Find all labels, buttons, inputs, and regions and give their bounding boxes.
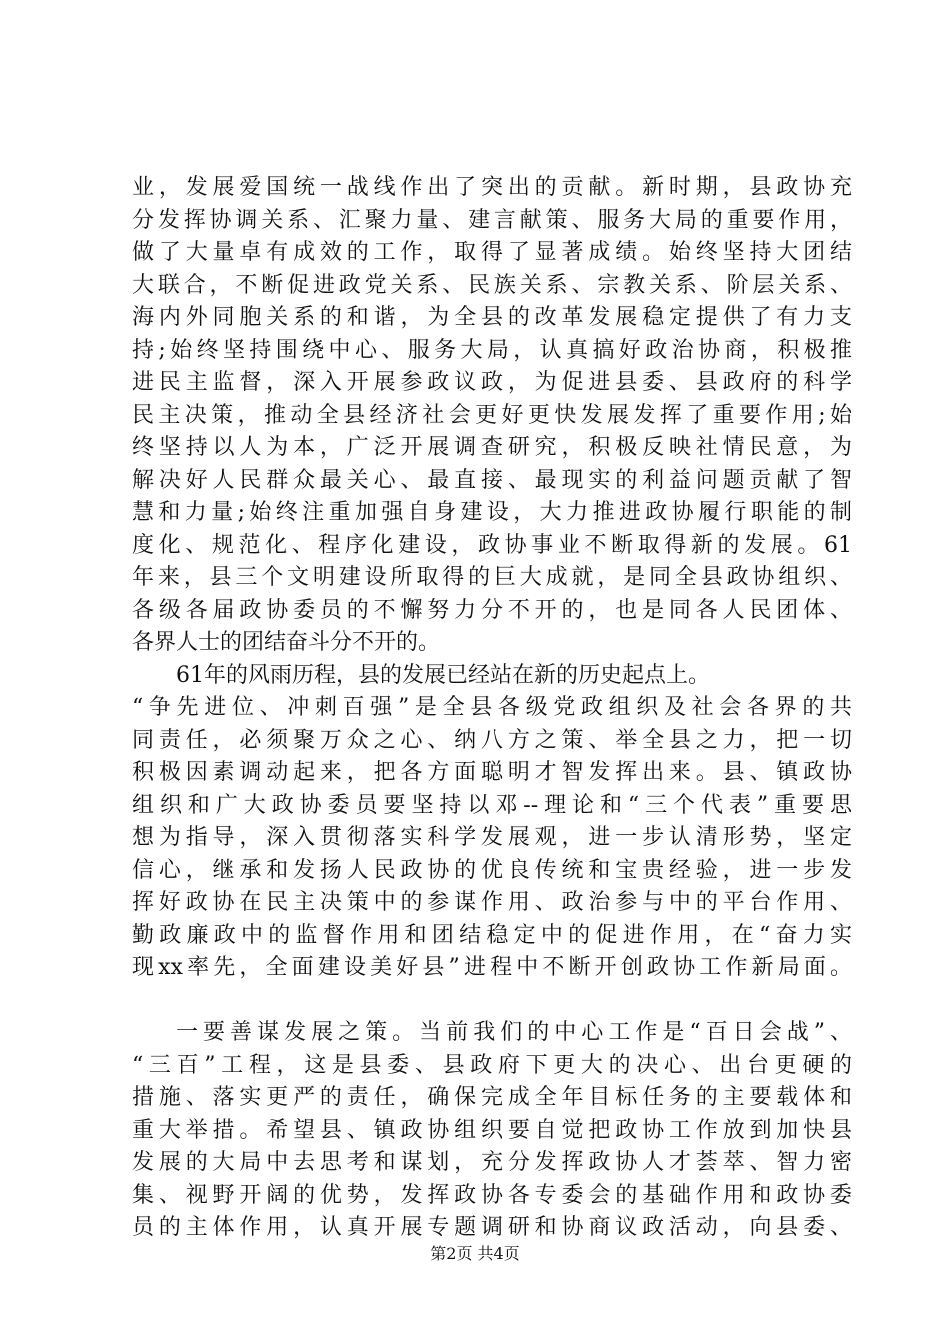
text-line: 慧和力量;始终注重加强自身建设，大力推进政协履行职能的制	[132, 500, 852, 525]
text-line: 想为指导，深入贯彻落实科学发展观，进一步认清形势，坚定	[132, 825, 852, 850]
text-line: 进民主监督，深入开展参政议政，为促进县委、县政府的科学	[132, 370, 852, 395]
paragraph-gap	[132, 985, 852, 1018]
text-line: 业，发展爱国统一战线作出了突出的贡献。新时期，县政协充	[132, 175, 852, 200]
text-line: 同责任，必须聚万众之心、纳八方之策、举全县之力，把一切	[132, 727, 852, 753]
text-line: 发展的大局中去思考和谋划，充分发挥政协人才荟萃、智力密	[132, 1150, 852, 1175]
text-line: 重大举措。希望县、镇政协组织要自觉把政协工作放到加快县	[132, 1117, 852, 1143]
document-body	[132, 172, 852, 1245]
text-line: 大联合，不断促进政党关系、民族关系、宗教关系、阶层关系、	[132, 272, 852, 298]
text-line: 积极因素调动起来，把各方面聪明才智发挥出来。县、镇政协	[132, 760, 852, 785]
text-line: 各界人士的团结奋斗分不开的。	[132, 630, 441, 655]
text-line: 现xx率先，全面建设美好县”进程中不断开创政协工作新局面。	[132, 955, 852, 980]
text-line: 民主决策，推动全县经济社会更好更快发展发挥了重要作用;始	[132, 402, 852, 428]
text-line: 措施、落实更严的责任，确保完成全年目标任务的主要载体和	[132, 1085, 852, 1110]
text-line: 海内外同胞关系的和谐，为全县的改革发展稳定提供了有力支	[132, 305, 852, 330]
text-line: 组织和广大政协委员要坚持以邓--理论和“三个代表”重要思	[132, 792, 852, 818]
text-line: “三百”工程，这是县委、县政府下更大的决心、出台更硬的	[132, 1052, 852, 1078]
text-line: 勤政廉政中的监督作用和团结稳定中的促进作用，在“奋力实	[132, 922, 852, 948]
text-line: 持;始终坚持围绕中心、服务大局，认真搞好政治协商，积极推	[132, 337, 852, 363]
paragraph-first-line: 61年的风雨历程，县的发展已经站在新的历史起点上。	[176, 662, 710, 688]
text-line: 员的主体作用，认真开展专题调研和协商议政活动，向县委、	[132, 1215, 852, 1240]
text-line: 终坚持以人为本，广泛开展调查研究，积极反映社情民意，为	[132, 435, 852, 460]
text-line: 集、视野开阔的优势，发挥政协各专委会的基础作用和政协委	[132, 1182, 852, 1208]
text-line: 分发挥协调关系、汇聚力量、建言献策、服务大局的重要作用，	[132, 207, 852, 233]
text-line: “争先进位、冲刺百强”是全县各级党政组织及社会各界的共	[132, 695, 852, 720]
text-line: 解决好人民群众最关心、最直接、最现实的利益问题贡献了智	[132, 467, 852, 493]
page-footer	[0, 1244, 950, 1264]
text-line: 挥好政协在民主决策中的参谋作用、政治参与中的平台作用、	[132, 890, 852, 915]
page-number-label: 第2页 共4页	[430, 1244, 520, 1263]
text-line: 各级各届政协委员的不懈努力分不开的，也是同各人民团体、	[132, 597, 852, 623]
text-line: 年来，县三个文明建设所取得的巨大成就，是同全县政协组织、	[132, 565, 852, 590]
text-line: 信心，继承和发扬人民政协的优良传统和宝贵经验，进一步发	[132, 857, 852, 883]
text-line: 度化、规范化、程序化建设，政协事业不断取得新的发展。61	[132, 532, 852, 558]
text-line: 做了大量卓有成效的工作，取得了显著成绩。始终坚持大团结	[132, 240, 852, 265]
paragraph-first-line: 一要善谋发展之策。当前我们的中心工作是“百日会战”、	[176, 1020, 852, 1045]
